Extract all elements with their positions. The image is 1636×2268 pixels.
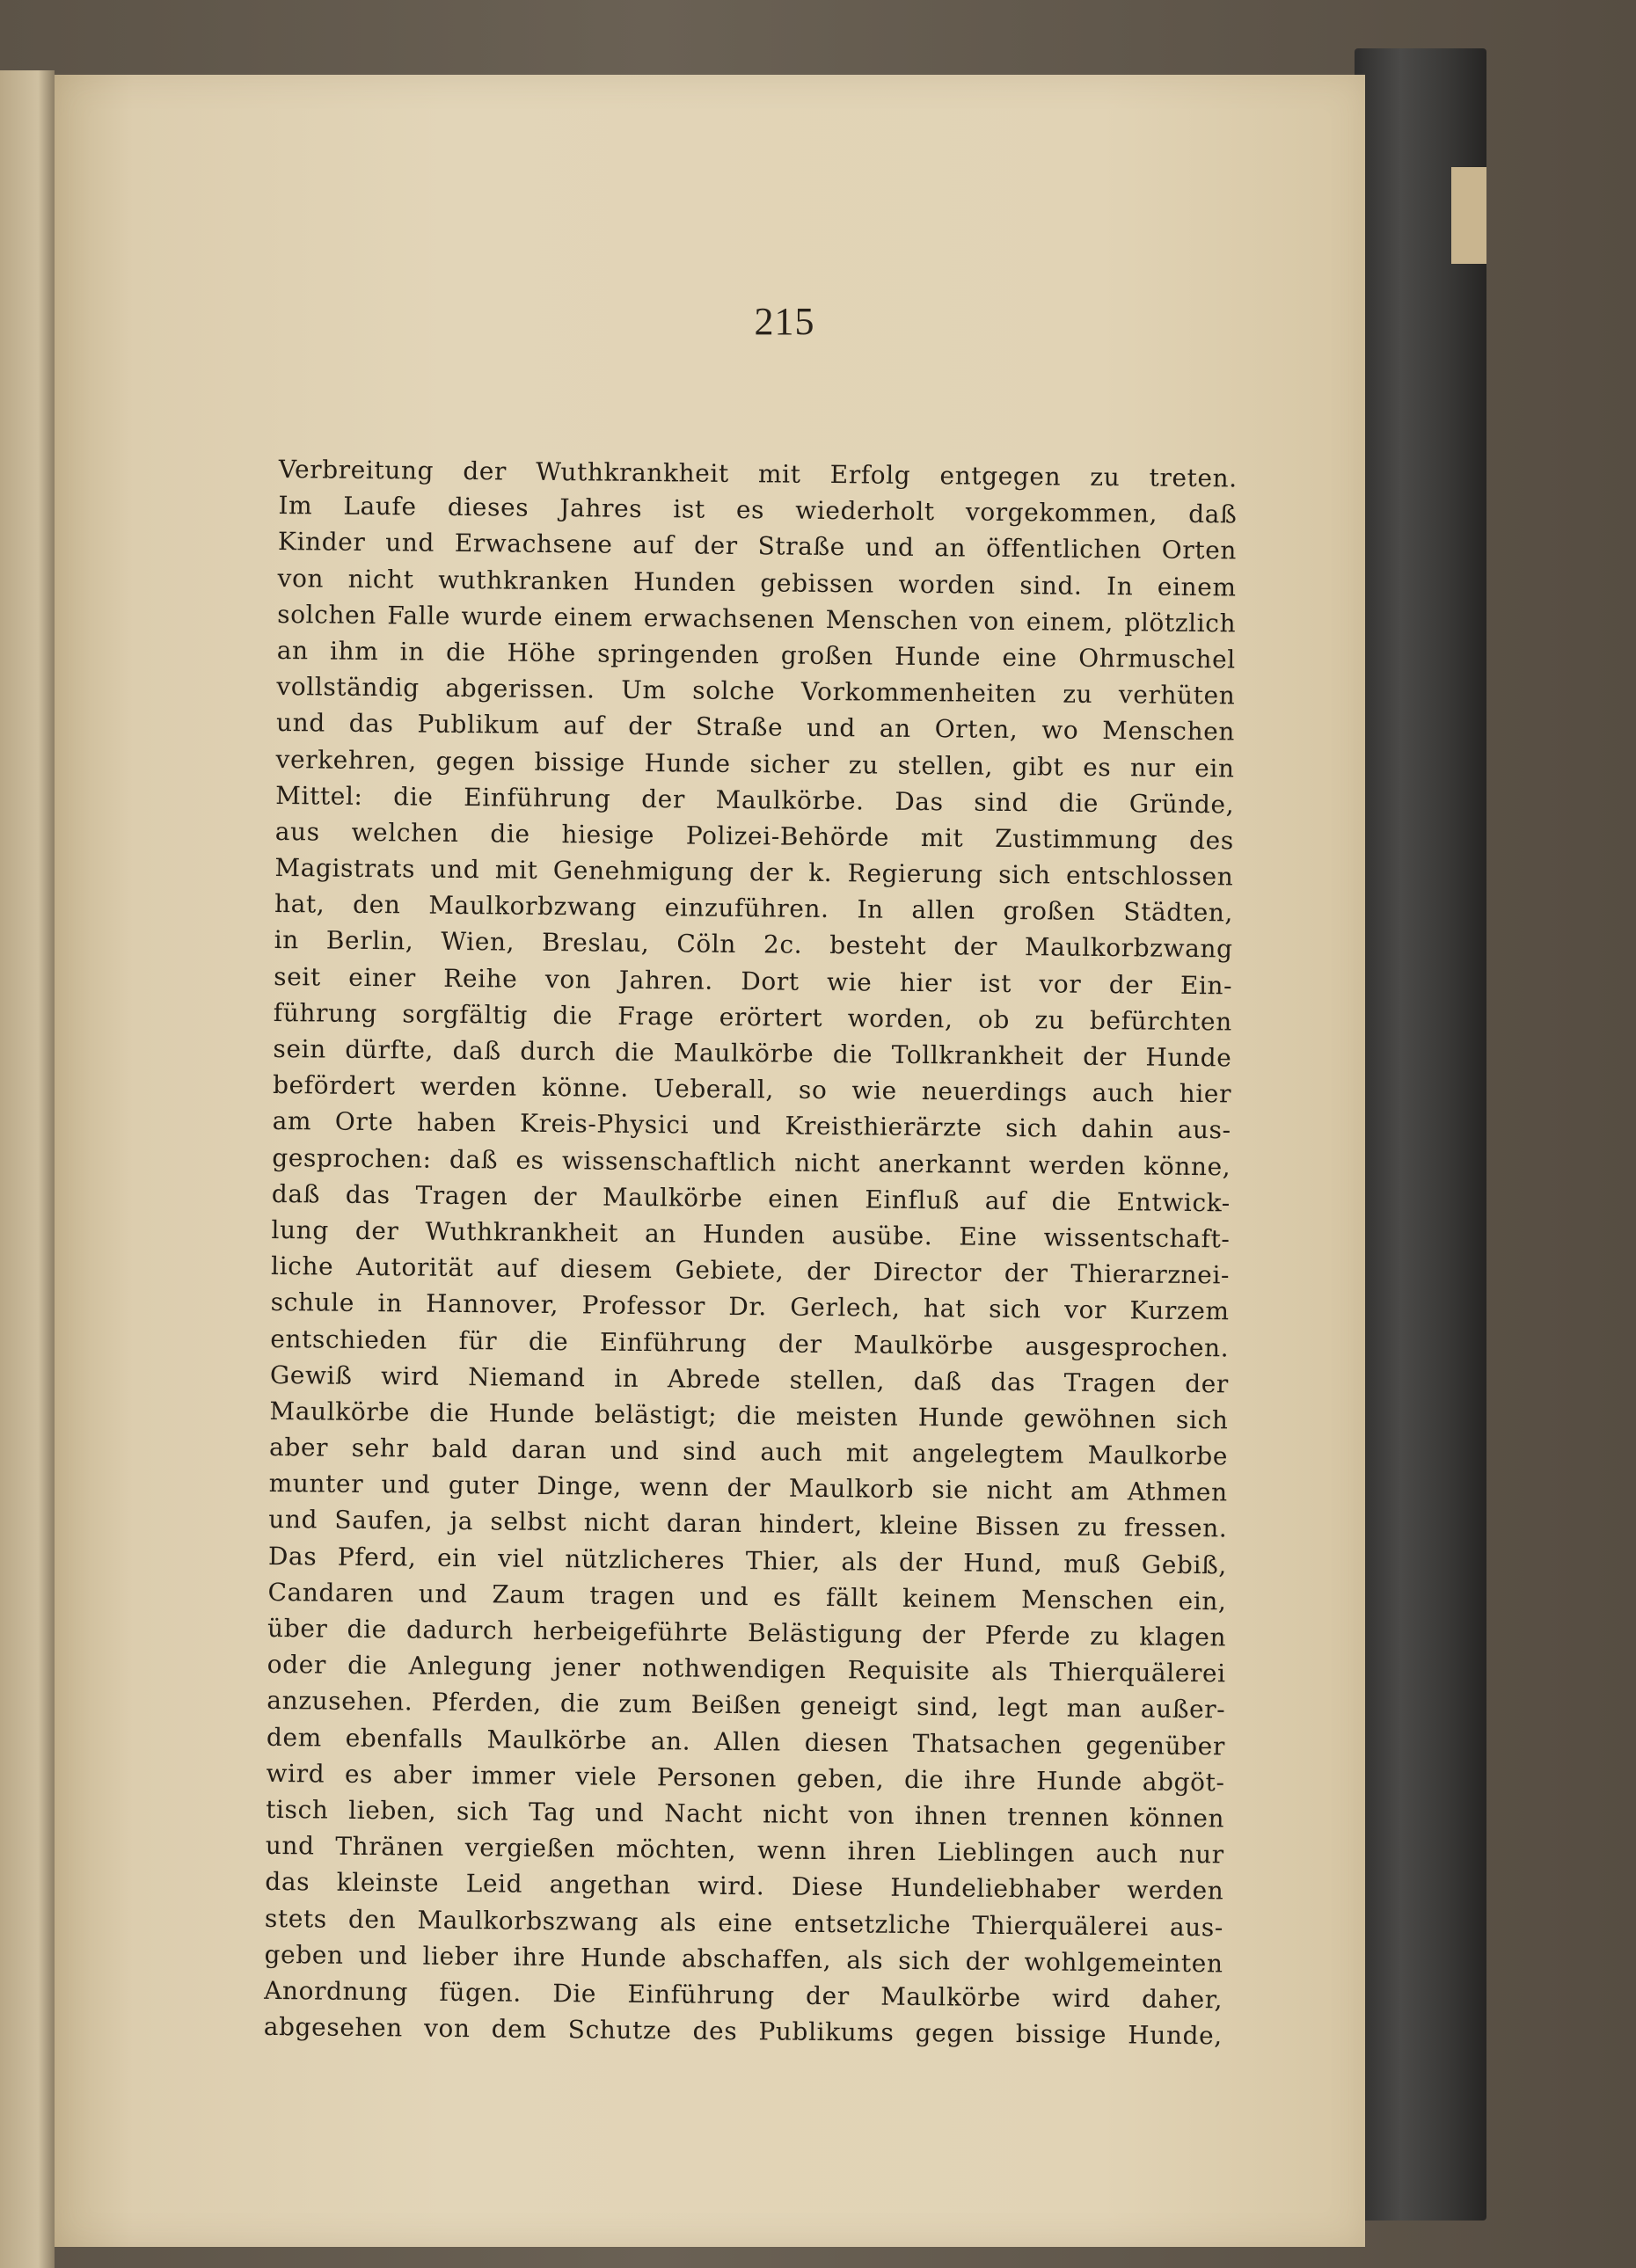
text-line: hat, den Maulkorbzwang einzuführen. In allen großen Städten, [274, 889, 1234, 928]
text-line: solchen Falle wurde einem erwachsenen Menschen von einem, plötzlich [277, 599, 1237, 638]
text-line: abgesehen von dem Schutze des Publikums gegen bissige Hunde, [263, 2011, 1223, 2051]
text-line: seit einer Reihe von Jahren. Dort wie hier ist vor der Ein- [274, 961, 1233, 1001]
text-line: Das Pferd, ein viel nützlicheres Thier, als der Hund, muß Gebiß, [267, 1541, 1228, 1580]
text-line: daß das Tragen der Maulkörbe einen Einfluß auf die Entwick- [271, 1178, 1231, 1218]
text-line: oder die Anlegung jener nothwendigen Requisite als Thierquälerei [267, 1650, 1226, 1688]
text-line: das kleinste Leid angethan wird. Diese Hundeliebhaber werden [265, 1867, 1224, 1906]
text-line: Verbreitung der Wuthkrankheit mit Erfolg entgegen zu treten. [278, 454, 1238, 493]
text-line: von nicht wuthkranken Hunden gebissen worden sind. In einem [277, 563, 1237, 602]
body-text [264, 451, 1238, 2054]
cover-edge-strip [1451, 167, 1486, 264]
text-line: Kinder und Erwachsene auf der Straße und an öffentlichen Orten [277, 527, 1238, 565]
facing-page-edge [0, 70, 55, 2268]
text-line: aber sehr bald daran und sind auch mit angelegtem Maulkorbe [268, 1433, 1229, 1471]
text-line: Anordnung fügen. Die Einführung der Maulkörbe wird daher, [264, 1975, 1223, 2015]
text-line: wird es aber immer viele Personen geben, die ihre Hunde abgöt- [266, 1758, 1225, 1798]
text-line: über die dadurch herbeigeführte Belästigung der Pferde zu klagen [267, 1613, 1227, 1652]
text-line: Maulkörbe die Hunde belästigt; die meisten Hunde gewöhnen sich [269, 1396, 1229, 1435]
text-line: Im Laufe dieses Jahres ist es wiederholt vorgekommen, daß [278, 491, 1238, 529]
page-number: 215 [754, 300, 815, 343]
text-line: und Saufen, ja selbst nicht daran hindert, kleine Bissen zu fressen. [268, 1505, 1228, 1543]
text-line: aus welchen die hiesige Polizei-Behörde mit Zustimmung des [274, 816, 1234, 856]
text-line: lung der Wuthkrankheit an Hunden ausübe. Eine wissentschaft- [271, 1214, 1231, 1254]
text-line: schule in Hannover, Professor Dr. Gerlech, hat sich vor Kurzem [270, 1287, 1230, 1326]
text-line: Magistrats und mit Genehmigung der k. Regierung sich entschlossen [274, 853, 1234, 892]
text-line: und das Publikum auf der Straße und an Orten, wo Menschen [275, 708, 1236, 747]
text-line: an ihm in die Höhe springenden großen Hunde eine Ohrmuschel [276, 635, 1236, 675]
text-line: tisch lieben, sich Tag und Nacht nicht von ihnen trennen können [266, 1794, 1225, 1834]
text-line: entschieden für die Einführung der Maulkörbe ausgesprochen. [270, 1324, 1230, 1362]
text-line: liche Autorität auf diesem Gebiete, der Director der Thierarznei- [270, 1251, 1231, 1290]
text-line: in Berlin, Wien, Breslau, Cöln 2c. besteht der Maulkorbzwang [274, 925, 1233, 964]
text-line: Candaren und Zaum tragen und es fällt keinem Menschen ein, [267, 1577, 1227, 1616]
text-line: und Thränen vergießen möchten, wenn ihren Lieblingen auch nur [265, 1831, 1224, 1870]
text-line: verkehren, gegen bissige Hunde sicher zu stellen, gibt es nur ein [275, 744, 1235, 783]
text-line: stets den Maulkorbszwang als eine entsetzliche Thierquälerei aus- [264, 1903, 1224, 1942]
text-line: sein dürfte, daß durch die Maulkörbe die Tollkrankheit der Hunde [273, 1033, 1232, 1073]
text-line: dem ebenfalls Maulkörbe an. Allen diesen Thatsachen gegenüber [266, 1722, 1226, 1761]
text-line: anzusehen. Pferden, die zum Beißen geneigt sind, legt man außer- [267, 1686, 1226, 1725]
text-line: Gewiß wird Niemand in Abrede stellen, daß das Tragen der [269, 1360, 1230, 1399]
text-line: gesprochen: daß es wissenschaftlich nicht anerkannt werden könne, [272, 1142, 1231, 1181]
text-line: befördert werden könne. Ueberall, so wie neuerdings auch hier [272, 1070, 1232, 1109]
text-line: vollständig abgerissen. Um solche Vorkommenheiten zu verhüten [276, 672, 1236, 711]
text-line: am Orte haben Kreis-Physici und Kreisthierärzte sich dahin aus- [272, 1106, 1231, 1145]
text-line: munter und guter Dinge, wenn der Maulkorb sie nicht am Athmen [268, 1469, 1228, 1507]
text-line: Mittel: die Einführung der Maulkörbe. Das sind die Gründe, [275, 780, 1235, 820]
book-cover [1355, 48, 1486, 2221]
text-line: geben und lieber ihre Hunde abschaffen, als sich der wohlgemeinten [264, 1939, 1223, 1979]
book-page [55, 75, 1365, 2247]
text-line: führung sorgfältig die Frage erörtert worden, ob zu befürchten [273, 997, 1232, 1037]
